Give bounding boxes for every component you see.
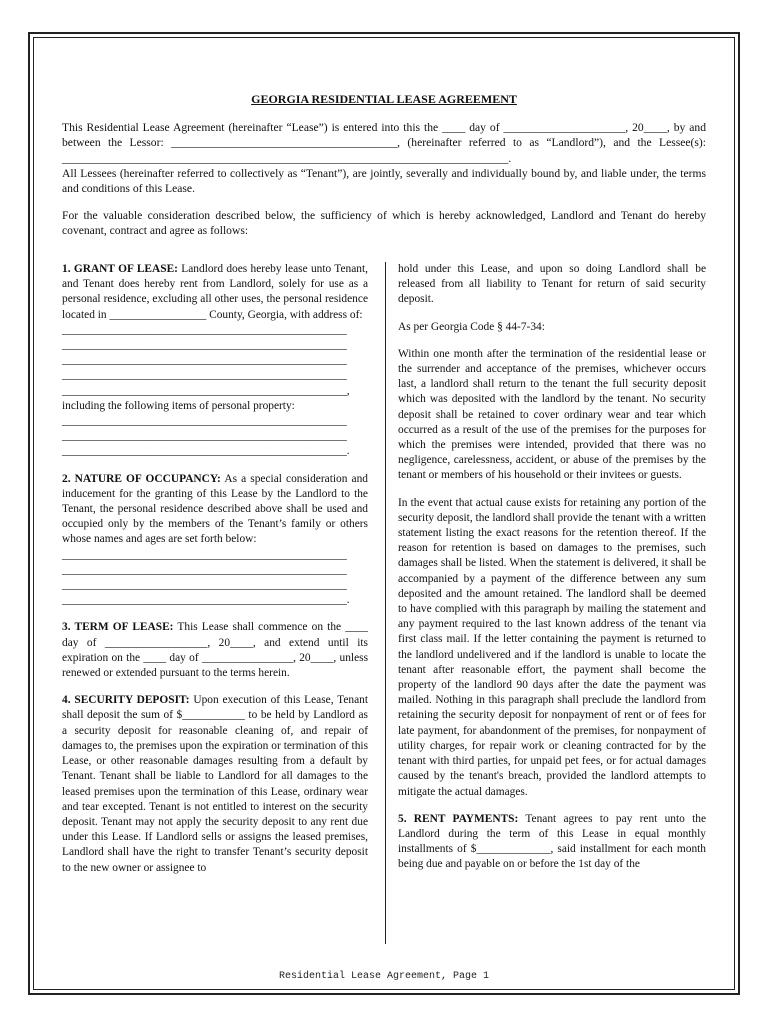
section-text: As a special consideration and inducement for the granting of this Lease by the Landlord to the Tenant, the personal residence described above shall be used and occupied only by the members of the Tenant’s family or others whose names and ages are set forth below: [62, 472, 368, 546]
blank-line: __________________________________________________ [62, 563, 347, 576]
intro-paragraph-1: This Residential Lease Agreement (hereinafter “Lease”) is entered into this the ____ day of _____________________, 20____, by and between the Lessor: _______________________________________, (hereinafter referred to as “Landlord”), and the Lessee(s): _____________________________________________________________________________. [62, 121, 706, 165]
intro [62, 120, 706, 238]
georgia-code-reference: As per Georgia Code § 44-7-34: [398, 320, 545, 333]
blank-line: __________________________________________________ [62, 339, 347, 352]
section-heading: 1. GRANT OF LEASE: [62, 263, 178, 275]
blank-line: __________________________________________________ [62, 323, 347, 336]
right-column [398, 262, 706, 885]
blank-line: __________________________________________________. [62, 594, 350, 607]
section-heading: 3. TERM OF LEASE: [62, 621, 174, 634]
intro-paragraph-2: All Lessees (hereinafter referred to collectively as “Tenant”), are jointly, severally and individually bound by, and liable under, the terms and conditions of this Lease. [62, 166, 706, 196]
document-header [62, 92, 706, 239]
code-paragraph-1: Within one month after the termination of the residential lease or the surrender and acceptance of the premises, whichever occurs last, a landlord shall return to the tenant the full security deposit which was deposited with the landlord by the tenant. No security deposit shall be retained to cover ordinary wear and tear which occurred as a result of the use of the premises for the purposes for which the premises were intended, provided that there was no negligence, carelessness, accident, or abuse of the premises by the tenant or members of his household or their invitees or guests. [398, 347, 706, 482]
section-heading: 5. RENT PAYMENTS: [398, 812, 519, 825]
section-rent-payments [398, 812, 706, 873]
section-nature-of-occupancy [62, 472, 368, 609]
document-title: GEORGIA RESIDENTIAL LEASE AGREEMENT [251, 92, 517, 106]
section-text: Landlord does hereby lease unto Tenant, and Tenant does hereby rent from Landlord, solely for use as a personal residence, excluding all other uses, the personal residence located in _________________ County, Georgia, with address of: [62, 263, 368, 321]
section-term-of-lease [62, 620, 368, 681]
section-heading: 2. NATURE OF OCCUPANCY: [62, 472, 221, 485]
blank-line: __________________________________________________ [62, 415, 347, 428]
intro-paragraph-3: For the valuable consideration described below, the sufficiency of which is hereby acknowledged, Landlord and Tenant do hereby covenant, contract and agree as follows: [62, 209, 706, 238]
deposit-continued: hold under this Lease, and upon so doing Landlord shall be released from all liability to Tenant for return of said security deposit. [398, 263, 706, 306]
blank-line: __________________________________________________ [62, 579, 347, 592]
section-heading: 4. SECURITY DEPOSIT: [62, 694, 190, 707]
page-footer: Residential Lease Agreement, Page 1 [278, 971, 490, 982]
blank-line: __________________________________________________ [62, 354, 347, 367]
blank-line: __________________________________________________ [62, 369, 347, 382]
blank-line: __________________________________________________. [62, 445, 350, 458]
left-column [62, 262, 368, 888]
section-text: Upon execution of this Lease, Tenant shall deposit the sum of $___________ to be held by Landlord as a security deposit for reasonable cleaning of, and repair of damages to, the premises upon the expiration or termination of this Lease, or other reasonable damages resulting from a default by Tenant. Tenant shall be liable to Landlord for all damages to the leased premises upon the termination of this Lease, ordinary wear and tear excepted. Tenant is not entitled to interest on the security deposit. Tenant may not apply the security deposit to any rent due under this Lease. If Landlord sells or assigns the leased premises, Landlord shall have the right to transfer Tenant’s security deposit to the new owner or assignee to [62, 694, 368, 874]
column-divider [385, 262, 386, 944]
blank-line: __________________________________________________, [62, 384, 350, 397]
code-paragraph-2: In the event that actual cause exists for retaining any portion of the security deposit, the landlord shall provide the tenant with a written statement listing the exact reasons for the retention thereof. If the reason for retention is based on damages to the premises, such damages shall be listed. When the statement is delivered, it shall be accompanied by a payment of the difference between any sum deposited and the amount retained. The landlord shall be deemed to have complied with this paragraph by mailing the statement and any payment required to the last known address of the tenant via first class mail. If the letter containing the payment is returned to the landlord undelivered and if the landlord is unable to locate the tenant after reasonable effort, the payment shall become the property of the landlord 90 days after the date the payment was mailed. Nothing in this paragraph shall preclude the landlord from retaining the security deposit for nonpayment of rent or of fees for late payment, for abandonment of the premises, for nonpayment of utility charges, for repair work or cleaning contracted for by the tenant with third parties, for unpaid pet fees, or for actual damages caused by the tenant's breach, provided the landlord attempts to mitigate the actual damages. [398, 496, 706, 798]
blank-line: __________________________________________________ [62, 548, 347, 561]
blank-line: __________________________________________________ [62, 430, 347, 443]
section-grant-of-lease [62, 262, 368, 460]
property-label: including the following items of personal property: [62, 399, 295, 412]
section-security-deposit [62, 693, 368, 875]
section-text: Tenant agrees to pay rent unto the Landlord during the term of this Lease in equal monthly installments of $_____________, said installment for each month being due and payable on or before the 1st day of the [398, 812, 706, 871]
section-text: This Lease shall commence on the ____ day of __________________, 20____, and extend until its expiration on the ____ day of ________________, 20____, unless renewed or extended pursuant to the terms herein. [62, 621, 368, 680]
